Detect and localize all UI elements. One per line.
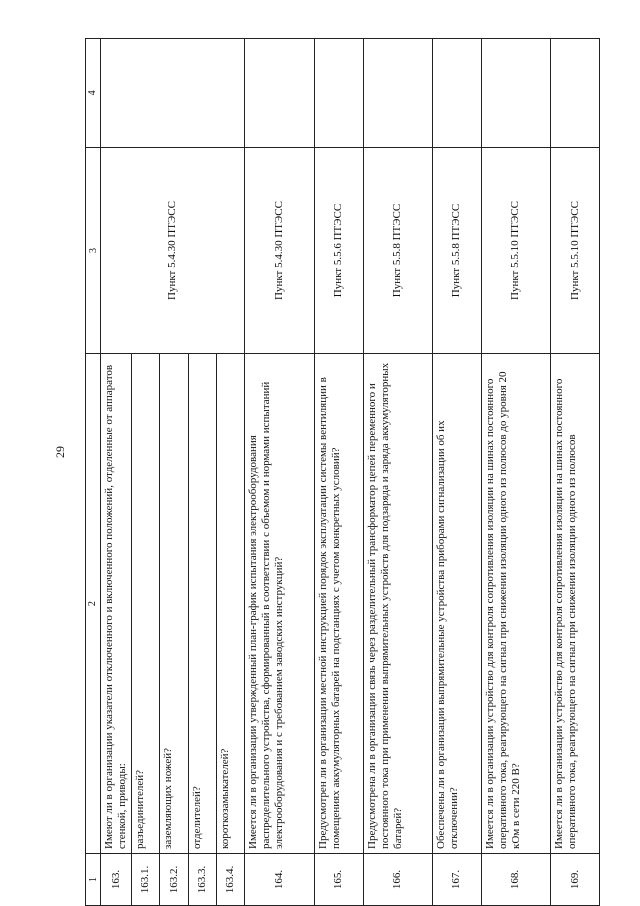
row-number: 168.: [481, 853, 550, 905]
question-text: Обеспечены ли в организации выпрямительные устройства приборами сигнализации об их отключении?: [432, 354, 481, 854]
answer-cell: [363, 39, 432, 148]
row-number: 163.1.: [132, 853, 160, 905]
table-row: [314, 39, 363, 906]
row-number: 167.: [432, 853, 481, 905]
table-row: [363, 39, 432, 906]
question-text: Предусмотрена ли в организации связь через разделительный трансформатор цепей переменного и постоянного тока при применении выпрямительных устройств для подзаряда и заряда аккумуляторных батарей?: [363, 354, 432, 854]
question-text: заземляющих ножей?: [160, 354, 188, 854]
reference: Пункт 5.5.10 ПТЭСС: [481, 147, 550, 354]
reference: Пункт 5.5.6 ПТЭСС: [314, 147, 363, 354]
question-text: Имеют ли в организации указатели отключенного и включенного положений, отделенные от аппаратов стенкой, приводы:: [101, 354, 132, 854]
answer-cell: [551, 39, 600, 148]
row-number: 169.: [551, 853, 600, 905]
answer-cell: [432, 39, 481, 148]
header-col-4: 4: [86, 39, 101, 148]
header-col-2: 2: [86, 354, 101, 854]
question-text: разъединителей?: [132, 354, 160, 854]
row-number: 165.: [314, 853, 363, 905]
header-col-3: 3: [86, 147, 101, 354]
reference: Пункт 5.4.30 ПТЭСС: [101, 147, 245, 354]
reference: Пункт 5.5.10 ПТЭСС: [551, 147, 600, 354]
table-row: [245, 39, 314, 906]
reference: Пункт 5.4.30 ПТЭСС: [245, 147, 314, 354]
question-text: Имеется ли в организации утвержденный план-график испытания электрооборудования распределительного устройства, сформированный в соответствии с объемом и нормами испытаний электрооборудования и с требованием заводских инструкций?: [245, 354, 314, 854]
page-number: 29: [53, 446, 67, 458]
question-text: отделителей?: [188, 354, 216, 854]
row-number: 163.3.: [188, 853, 216, 905]
row-number: 166.: [363, 853, 432, 905]
row-number: 163.4.: [217, 853, 245, 905]
header-col-1: 1: [86, 853, 101, 905]
answer-cell: [314, 39, 363, 148]
table-header: [86, 39, 101, 906]
question-text: Имеется ли в организации устройство для контроля сопротивления изоляции на шинах постоянного оперативного тока, реагирующего на сигнал при снижении изоляции одного из полюсов: [551, 354, 600, 854]
table-row: [481, 39, 550, 906]
row-number: 163.: [101, 853, 132, 905]
table-row: [432, 39, 481, 906]
question-text: короткозамыкателей?: [217, 354, 245, 854]
row-number: 164.: [245, 853, 314, 905]
reference: Пункт 5.5.8 ПТЭСС: [363, 147, 432, 354]
question-text: Предусмотрен ли в организации местной инструкцией порядок эксплуатации системы вентиляции в помещениях аккумуляторных батарей на подстанциях с учетом конкретных условий?: [314, 354, 363, 854]
row-number: 163.2.: [160, 853, 188, 905]
answer-cell: [101, 39, 245, 148]
table-container: [85, 38, 600, 906]
answer-cell: [245, 39, 314, 148]
reference: Пункт 5.5.8 ПТЭСС: [432, 147, 481, 354]
table-row: [101, 39, 132, 906]
checklist-table: [85, 38, 600, 906]
answer-cell: [481, 39, 550, 148]
table-row: [551, 39, 600, 906]
question-text: Имеется ли в организации устройство для контроля сопротивления изоляции на шинах постоянного оперативного тока, реагирующего на сигнал при снижении изоляции одного из полюсов до уровня 20 кОм в сети 220 В?: [481, 354, 550, 854]
